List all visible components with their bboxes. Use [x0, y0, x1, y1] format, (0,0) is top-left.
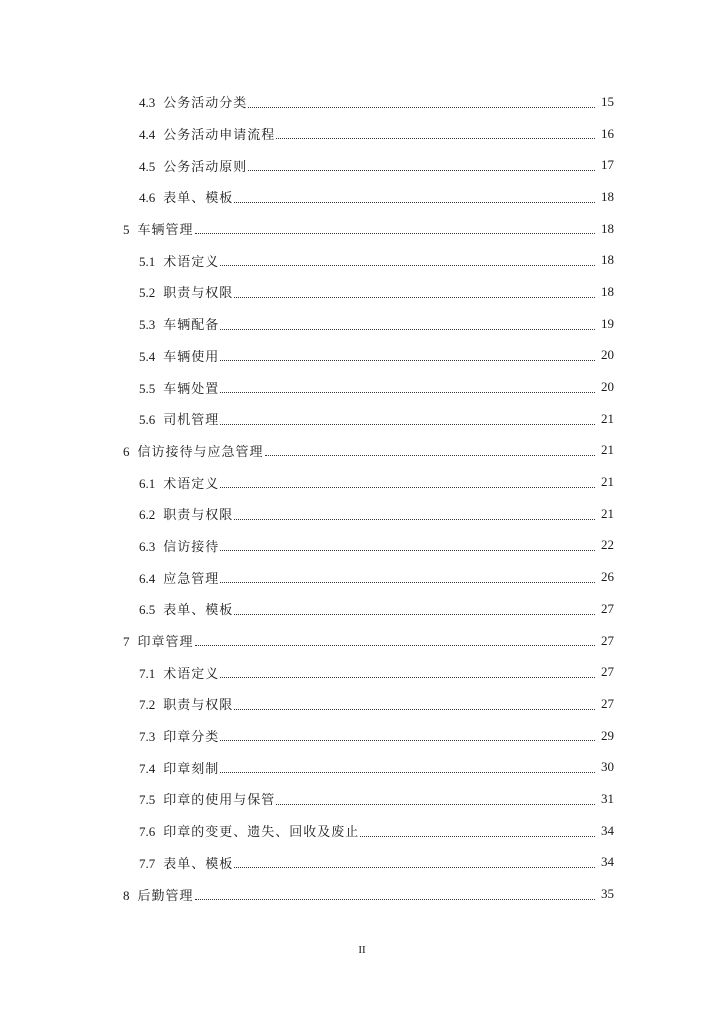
toc-entry-number: 6.3 — [139, 538, 156, 554]
toc-entry[interactable] — [0, 625, 724, 657]
toc-entry-label — [139, 378, 219, 397]
toc-entry-label — [139, 473, 219, 492]
toc-entry-title: 车辆处置 — [163, 381, 220, 397]
dot-leader — [234, 866, 595, 868]
toc-entry-number: 5 — [123, 222, 130, 238]
toc-entry-page: 21 — [601, 505, 614, 521]
toc-entry-page: 27 — [601, 695, 614, 711]
dot-leader — [220, 739, 595, 741]
dot-leader — [248, 169, 595, 171]
dot-leader — [234, 613, 595, 615]
toc-entry-number: 6.5 — [139, 602, 156, 618]
dot-leader — [234, 296, 595, 298]
toc-entry[interactable] — [0, 213, 724, 245]
toc-entry-title: 表单、模板 — [163, 191, 234, 207]
dot-leader — [220, 549, 595, 551]
dot-leader — [220, 676, 595, 678]
toc-entry-number: 7.5 — [139, 792, 156, 808]
dot-leader — [220, 264, 595, 266]
toc-entry-label — [139, 694, 233, 713]
dot-leader — [360, 835, 595, 837]
toc-entry[interactable] — [0, 593, 724, 625]
toc-entry[interactable] — [0, 783, 724, 815]
dot-leader — [220, 359, 595, 361]
toc-entry-page: 21 — [601, 410, 614, 426]
toc-entry-title: 术语定义 — [163, 254, 220, 270]
toc-entry-label — [139, 282, 233, 301]
toc-entry[interactable] — [0, 720, 724, 752]
toc-entry-title: 术语定义 — [163, 666, 220, 682]
dot-leader — [276, 803, 595, 805]
toc-entry-number: 4.6 — [139, 190, 156, 206]
toc-entry-label — [139, 409, 219, 428]
toc-entry-label — [139, 853, 233, 872]
toc-entry-title: 表单、模板 — [163, 856, 234, 872]
toc-entry-title: 信访接待 — [163, 539, 220, 555]
toc-entry-label — [139, 789, 275, 808]
toc-entry-number: 5.4 — [139, 348, 156, 364]
toc-entry-label — [123, 885, 194, 904]
toc-entry-title: 车辆管理 — [137, 223, 194, 239]
toc-entry-number: 7.4 — [139, 760, 156, 776]
toc-entry[interactable] — [0, 751, 724, 783]
toc-entry-page: 35 — [601, 886, 614, 902]
toc-entry-number: 6 — [123, 443, 130, 459]
page-number: II — [358, 944, 366, 956]
toc-entry-title: 公务活动分类 — [163, 96, 248, 112]
dot-leader — [220, 581, 595, 583]
toc-entry-page: 30 — [601, 759, 614, 775]
toc-entry[interactable] — [0, 656, 724, 688]
toc-entry-label — [123, 631, 194, 650]
toc-entry-number: 5.2 — [139, 285, 156, 301]
toc-entry-title: 职责与权限 — [163, 508, 234, 524]
toc-entry-title: 术语定义 — [163, 476, 220, 492]
dot-leader — [195, 898, 595, 900]
dot-leader — [276, 137, 595, 139]
toc-entry-page: 15 — [601, 93, 614, 109]
toc-entry-page: 21 — [601, 474, 614, 490]
dot-leader — [234, 708, 595, 710]
toc-entry-number: 7.3 — [139, 729, 156, 745]
toc-entry-page: 27 — [601, 600, 614, 616]
dot-leader — [220, 771, 595, 773]
toc-entry-label — [139, 251, 219, 270]
toc-entry-number: 6.1 — [139, 475, 156, 491]
toc-entry-number: 5.1 — [139, 253, 156, 269]
dot-leader — [195, 644, 595, 646]
toc-entry-page: 18 — [601, 188, 614, 204]
toc-entry-label — [139, 758, 219, 777]
toc-entry[interactable] — [0, 118, 724, 150]
toc-entry-label — [123, 441, 264, 460]
dot-leader — [248, 106, 595, 108]
toc-entry[interactable] — [0, 435, 724, 467]
toc-entry-label — [139, 568, 219, 587]
toc-entry[interactable] — [0, 181, 724, 213]
dot-leader — [220, 486, 595, 488]
toc-entry[interactable] — [0, 878, 724, 910]
toc-entry-title: 职责与权限 — [163, 698, 234, 714]
table-of-contents — [0, 86, 724, 910]
toc-entry-page: 34 — [601, 822, 614, 838]
toc-entry-title: 表单、模板 — [163, 603, 234, 619]
toc-entry-label — [139, 504, 233, 523]
toc-entry-page: 18 — [601, 283, 614, 299]
toc-entry-page: 34 — [601, 854, 614, 870]
toc-entry-label — [123, 219, 194, 238]
toc-entry-title: 印章的变更、遗失、回收及废止 — [163, 825, 360, 841]
toc-entry-number: 4.3 — [139, 95, 156, 111]
toc-entry-title: 公务活动原则 — [163, 159, 248, 175]
toc-entry[interactable] — [0, 847, 724, 879]
dot-leader — [234, 201, 595, 203]
toc-entry-title: 车辆使用 — [163, 349, 220, 365]
toc-entry-page: 27 — [601, 664, 614, 680]
toc-entry-title: 应急管理 — [163, 571, 220, 587]
toc-entry-label — [139, 187, 233, 206]
toc-entry-label — [139, 156, 247, 175]
toc-entry-number: 5.5 — [139, 380, 156, 396]
toc-entry-page: 19 — [601, 315, 614, 331]
toc-entry-page: 20 — [601, 379, 614, 395]
toc-entry-number: 7.6 — [139, 824, 156, 840]
toc-entry-page: 16 — [601, 125, 614, 141]
toc-entry[interactable] — [0, 86, 724, 118]
toc-entry-number: 6.4 — [139, 570, 156, 586]
toc-entry-label — [139, 821, 359, 840]
toc-entry-page: 17 — [601, 157, 614, 173]
toc-entry-page: 18 — [601, 252, 614, 268]
toc-entry-page: 18 — [601, 220, 614, 236]
toc-entry-page: 27 — [601, 632, 614, 648]
toc-entry-title: 职责与权限 — [163, 286, 234, 302]
toc-entry-title: 印章分类 — [163, 730, 220, 746]
toc-entry[interactable] — [0, 371, 724, 403]
toc-entry-title: 车辆配备 — [163, 318, 220, 334]
toc-entry-number: 5.6 — [139, 412, 156, 428]
toc-entry[interactable] — [0, 403, 724, 435]
toc-entry[interactable] — [0, 244, 724, 276]
toc-entry-number: 8 — [123, 887, 130, 903]
toc-entry-title: 公务活动申请流程 — [163, 128, 276, 144]
toc-entry-page: 22 — [601, 537, 614, 553]
toc-entry-number: 7.2 — [139, 697, 156, 713]
toc-entry[interactable] — [0, 149, 724, 181]
toc-entry-number: 6.2 — [139, 507, 156, 523]
toc-entry-label — [139, 599, 233, 618]
dot-leader — [234, 518, 595, 520]
toc-entry[interactable] — [0, 561, 724, 593]
toc-entry-title: 信访接待与应急管理 — [137, 444, 264, 460]
dot-leader — [220, 391, 595, 393]
toc-entry-page: 29 — [601, 727, 614, 743]
toc-entry-number: 5.3 — [139, 317, 156, 333]
dot-leader — [220, 328, 595, 330]
toc-entry-label — [139, 346, 219, 365]
toc-entry-label — [139, 726, 219, 745]
toc-entry-label — [139, 314, 219, 333]
toc-entry-title: 后勤管理 — [137, 888, 194, 904]
toc-entry[interactable] — [0, 815, 724, 847]
dot-leader — [220, 423, 595, 425]
toc-entry-title: 印章的使用与保管 — [163, 793, 276, 809]
toc-entry-label — [139, 124, 275, 143]
toc-entry-number: 7.7 — [139, 855, 156, 871]
toc-entry-number: 4.5 — [139, 158, 156, 174]
toc-entry-page: 31 — [601, 790, 614, 806]
toc-entry-page: 21 — [601, 442, 614, 458]
toc-entry-number: 7.1 — [139, 665, 156, 681]
toc-entry-label — [139, 92, 247, 111]
dot-leader — [265, 454, 595, 456]
toc-entry[interactable] — [0, 688, 724, 720]
toc-entry-title: 印章管理 — [137, 635, 194, 651]
toc-entry-number: 7 — [123, 634, 130, 650]
toc-entry-page: 26 — [601, 569, 614, 585]
toc-entry-label — [139, 663, 219, 682]
toc-entry-page: 20 — [601, 347, 614, 363]
toc-entry[interactable] — [0, 530, 724, 562]
toc-entry[interactable] — [0, 340, 724, 372]
toc-entry[interactable] — [0, 276, 724, 308]
toc-entry-label — [139, 536, 219, 555]
toc-entry-title: 印章刻制 — [163, 761, 220, 777]
toc-entry-number: 4.4 — [139, 127, 156, 143]
toc-entry-title: 司机管理 — [163, 413, 220, 429]
toc-entry[interactable] — [0, 466, 724, 498]
toc-entry[interactable] — [0, 498, 724, 530]
dot-leader — [195, 232, 595, 234]
toc-entry[interactable] — [0, 308, 724, 340]
